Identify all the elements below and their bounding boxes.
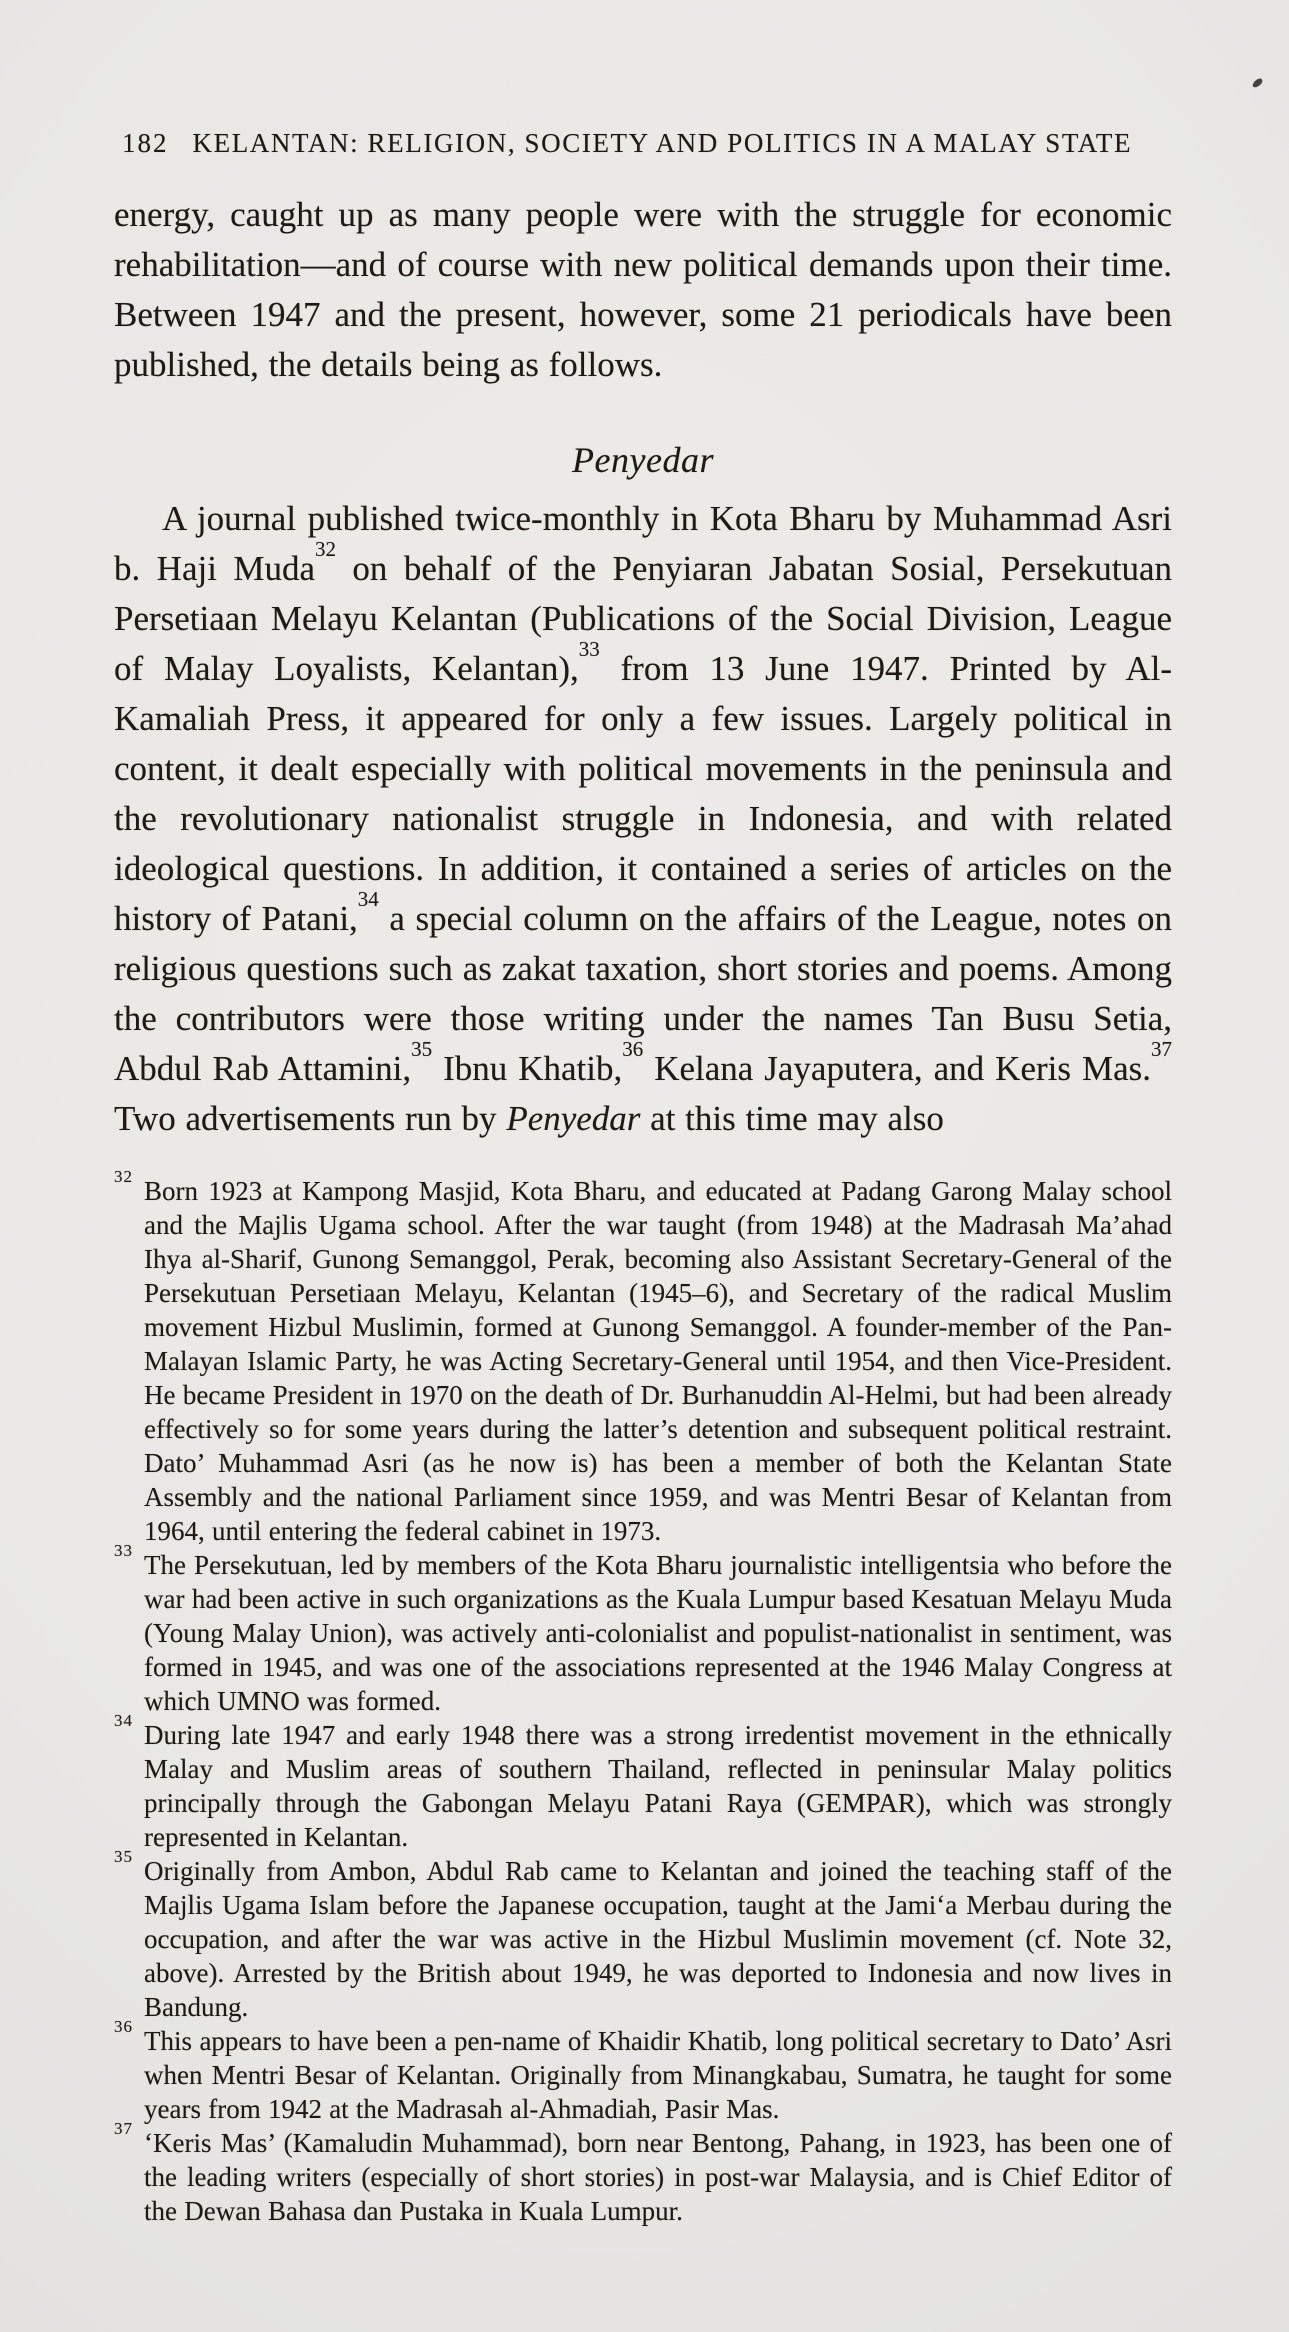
footnote-ref-33: 33: [578, 636, 600, 661]
footnote-ref-34: 34: [357, 886, 379, 911]
running-header: [114, 128, 1172, 158]
text-column: [114, 0, 1172, 2228]
footnote-text: The Persekutuan, led by members of the Kota Bharu journalistic intelligentsia who before the war had been active in such organizations as the Kuala Lumpur based Kesatuan Melayu Muda (Young Malay Union), was actively anti-colonialist and populist-nationalist in sentiment, was formed in 1945, and was one of the associations represented at the 1946 Malay Congress at which UMNO was formed.: [144, 1550, 1172, 1716]
text-run: Ibnu Khatib,: [432, 1049, 623, 1088]
footnote-33: $^{33}$ The Persekutuan, led by members of the Kota Bharu journalistic intelligentsia who before the war had been active in such organizations as the Kuala Lumpur based Kesatuan Melayu Muda (Young Malay Union), was actively anti-colonialist and populist-nationalist in sentiment, was formed in 1945, and was one of the associations represented at the 1946 Malay Congress at which UMNO was formed.: [114, 1540, 1172, 1716]
running-title: KELANTAN: RELIGION, SOCIETY AND POLITICS IN A MALAY STATE: [192, 128, 1133, 158]
text-run: from 13 June 1947. Printed by Al-Kamaliah Press, it appeared for only a few issues. Largely political in content, it dealt especially with political movements in the peninsula and the revolutionary nationalist struggle in Indonesia, and with related ideological questions. In addition, it contained a series of articles on the history of Patani,: [114, 649, 1172, 938]
text-run: on behalf of the Penyiaran Jabatan Sosial, Persekutuan Persetiaan Melayu Kelantan (Publications of the Social Division, League of Malay Loyalists, Kelantan),: [114, 549, 1172, 688]
footnote-text: This appears to have been a pen-name of Khaidir Khatib, long political secretary to Dato’ Asri when Mentri Besar of Kelantan. Originally from Minangkabau, Sumatra, he taught for some years from 1942 at the Madrasah al-Ahmadiah, Pasir Mas.: [144, 2026, 1172, 2124]
footnote-ref-37: 37: [1150, 1036, 1172, 1061]
footnote-ref-32: 32: [315, 536, 336, 561]
footnote-ref-35: 35: [411, 1036, 433, 1061]
text-run: a special column on the affairs of the League, notes on religious questions such as zakat taxation, short stories and poems. Among the contributors were those writing under the names Tan Busu Setia, Abdul Rab Attamini,: [114, 899, 1172, 1088]
ink-speck: [1251, 77, 1263, 89]
text-run: A journal published twice-monthly in Kota Bharu by Muhammad Asri b. Haji Muda: [114, 499, 1172, 588]
footnote-text: Born 1923 at Kampong Masjid, Kota Bharu, and educated at Padang Garong Malay school and the Majlis Ugama school. After the war taught (from 1948) at the Madrasah Ma’ahad Ihya al-Sharif, Gunong Semanggol, Perak, becoming also Assistant Secretary-General of the Persekutuan Persetiaan Melayu, Kelantan (1945–6), and Secretary of the radical Muslim movement Hizbul Muslimin, formed at Gunong Semanggol. A founder-member of the Pan-Malayan Islamic Party, he was Acting Secretary-General until 1954, and then Vice-President. He became President in 1970 on the death of Dr. Burhanuddin Al-Helmi, but had been already effectively so for some years during the latter’s detention and subsequent political restraint. Dato’ Muhammad Asri (as he now is) has been a member of both the Kelantan State Assembly and the national Parliament since 1959, and was Mentri Besar of Kelantan from 1964, until entering the federal cabinet in 1973.: [144, 1176, 1172, 1546]
footnote-37: $^{37}$ ‘Keris Mas’ (Kamaludin Muhammad), born near Bentong, Pahang, in 1923, has been one of the leading writers (especially of short stories) in post-war Malaysia, and is Chief Editor of the Dewan Bahasa dan Pustaka in Kuala Lumpur.: [114, 2118, 1172, 2226]
paragraph-main: [114, 494, 1172, 1144]
footnote-ref-36: 36: [622, 1036, 644, 1061]
footnote-text: ‘Keris Mas’ (Kamaludin Muhammad), born near Bentong, Pahang, in 1923, has been one of the leading writers (especially of short stories) in post-war Malaysia, and is Chief Editor of the Dewan Bahasa dan Pustaka in Kuala Lumpur.: [144, 2128, 1172, 2226]
footnote-34: $^{34}$ During late 1947 and early 1948 there was a strong irredentist movement in the ethnically Malay and Muslim areas of southern Thailand, reflected in peninsular Malay politics principally through the Gabongan Melayu Patani Raya (GEMPAR), which was strongly represented in Kelantan.: [114, 1710, 1172, 1852]
text-run: Two advertisements run by: [114, 1099, 507, 1138]
section-heading: Penyedar: [572, 440, 714, 480]
footnote-32: $^{32}$ Born 1923 at Kampong Masjid, Kota Bharu, and educated at Padang Garong Malay school and the Majlis Ugama school. After the war taught (from 1948) at the Madrasah Ma’ahad Ihya al-Sharif, Gunong Semanggol, Perak, becoming also Assistant Secretary-General of the Persekutuan Persetiaan Melayu, Kelantan (1945–6), and Secretary of the radical Muslim movement Hizbul Muslimin, formed at Gunong Semanggol. A founder-member of the Pan-Malayan Islamic Party, he was Acting Secretary-General until 1954, and then Vice-President. He became President in 1970 on the death of Dr. Burhanuddin Al-Helmi, but had been already effectively so for some years during the latter’s detention and subsequent political restraint. Dato’ Muhammad Asri (as he now is) has been a member of both the Kelantan State Assembly and the national Parliament since 1959, and was Mentri Besar of Kelantan from 1964, until entering the federal cabinet in 1973.: [114, 1166, 1172, 1546]
text-run: at this time may also: [640, 1099, 944, 1138]
journal-title: Penyedar: [506, 1099, 641, 1138]
footnote-text: During late 1947 and early 1948 there was a strong irredentist movement in the ethnically Malay and Muslim areas of southern Thailand, reflected in peninsular Malay politics principally through the Gabongan Melayu Patani Raya (GEMPAR), which was strongly represented in Kelantan.: [144, 1720, 1172, 1852]
footnote-text: Originally from Ambon, Abdul Rab came to Kelantan and joined the teaching staff of the Majlis Ugama Islam before the Japanese occupation, taught at the Jami‘a Merbau during the occupation, and after the war was active in the Hizbul Muslimin movement (cf. Note 32, above). Arrested by the British about 1949, he was deported to Indonesia and now lives in Bandung.: [144, 1856, 1172, 2022]
footnotes-section: [114, 1166, 1172, 2228]
footnote-36: $^{36}$ This appears to have been a pen-name of Khaidir Khatib, long political secretary to Dato’ Asri when Mentri Besar of Kelantan. Originally from Minangkabau, Sumatra, he taught for some years from 1942 at the Madrasah al-Ahmadiah, Pasir Mas.: [114, 2016, 1172, 2124]
page-number: 182: [122, 128, 169, 158]
text-run: Kelana Jayaputera, and Keris Mas.: [643, 1049, 1151, 1088]
paragraph-continuation: energy, caught up as many people were with the struggle for economic rehabilitation—and of course with new political demands upon their time. Between 1947 and the present, however, some 21 periodicals have been published, the details being as follows.: [114, 195, 1172, 384]
footnote-35: $^{35}$ Originally from Ambon, Abdul Rab came to Kelantan and joined the teaching staff of the Majlis Ugama Islam before the Japanese occupation, taught at the Jami‘a Merbau during the occupation, and after the war was active in the Hizbul Muslimin movement (cf. Note 32, above). Arrested by the British about 1949, he was deported to Indonesia and now lives in Bandung.: [114, 1846, 1172, 2022]
